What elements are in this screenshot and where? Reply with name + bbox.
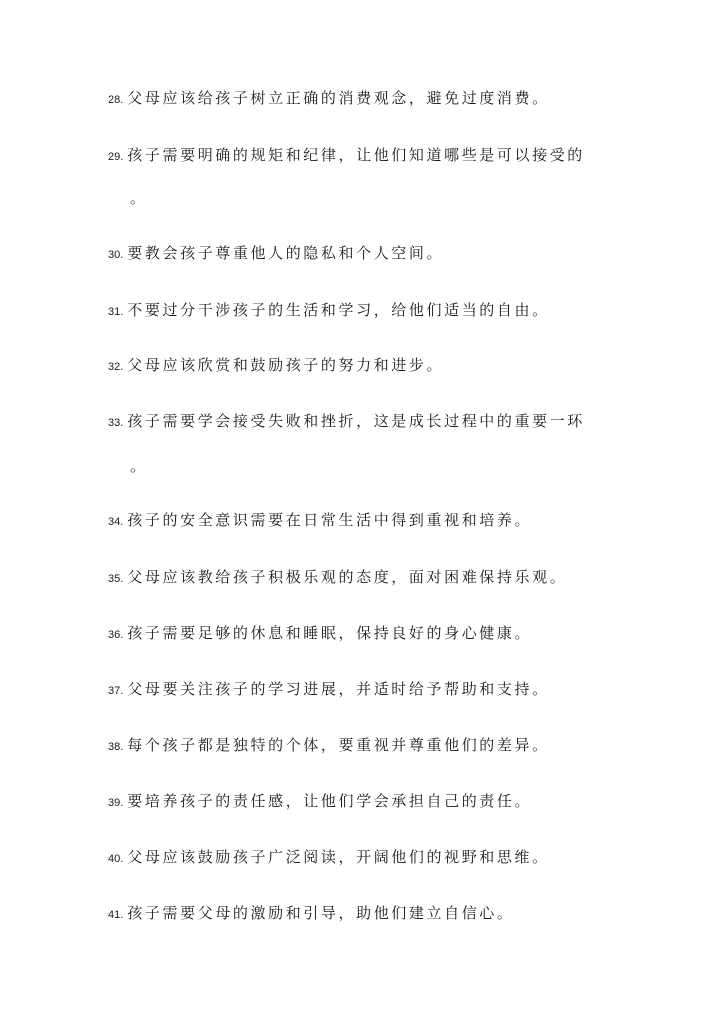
- list-item: [108, 412, 585, 432]
- item-continuation: 。: [130, 189, 146, 207]
- item-number: 35.: [108, 573, 124, 585]
- item-number: 32.: [108, 361, 124, 373]
- list-item: [108, 624, 532, 644]
- item-number: 40.: [108, 853, 124, 865]
- item-text: 要培养孩子的责任感，让他们学会承担自己的责任。: [127, 792, 533, 810]
- list-item: [108, 848, 550, 868]
- item-text: 父母应该给孩子树立正确的消费观念，避免过度消费。: [127, 89, 550, 107]
- item-number: 37.: [108, 685, 124, 697]
- item-number: 36.: [108, 629, 124, 641]
- item-continuation: 。: [130, 457, 146, 475]
- list-item: [108, 301, 550, 321]
- list-item: [108, 792, 532, 812]
- item-text: 要教会孩子尊重他人的隐私和个人空间。: [127, 244, 445, 262]
- item-number: 31.: [108, 306, 124, 318]
- list-item: [108, 904, 515, 924]
- item-text: 父母应该鼓励孩子广泛阅读，开阔他们的视野和思维。: [127, 848, 550, 866]
- item-number: 30.: [108, 249, 124, 261]
- item-number: 38.: [108, 741, 124, 753]
- item-text: 孩子需要明确的规矩和纪律，让他们知道哪些是可以接受的: [127, 146, 585, 164]
- list-item: [108, 356, 444, 376]
- item-number: 39.: [108, 797, 124, 809]
- list-item: [108, 680, 550, 700]
- list-item: [108, 146, 585, 166]
- item-number: 28.: [108, 94, 124, 106]
- item-text: 孩子的安全意识需要在日常生活中得到重视和培养。: [127, 511, 533, 529]
- item-text: 父母应该欣赏和鼓励孩子的努力和进步。: [127, 356, 445, 374]
- list-item: [108, 736, 550, 756]
- list-item: [108, 89, 550, 109]
- item-text: 孩子需要父母的激励和引导，助他们建立自信心。: [127, 904, 515, 922]
- item-number: 41.: [108, 909, 124, 921]
- item-number: 34.: [108, 516, 124, 528]
- item-number: 29.: [108, 151, 124, 163]
- item-number: 33.: [108, 417, 124, 429]
- item-text: 父母应该教给孩子积极乐观的态度，面对困难保持乐观。: [127, 568, 568, 586]
- item-text: 孩子需要学会接受失败和挫折，这是成长过程中的重要一环: [127, 412, 585, 430]
- item-text: 不要过分干涉孩子的生活和学习，给他们适当的自由。: [127, 301, 550, 319]
- item-text: 孩子需要足够的休息和睡眠，保持良好的身心健康。: [127, 624, 533, 642]
- item-text: 每个孩子都是独特的个体，要重视并尊重他们的差异。: [127, 736, 550, 754]
- list-item: [108, 244, 444, 264]
- list-item: [108, 511, 532, 531]
- list-item: [108, 568, 567, 588]
- item-text: 父母要关注孩子的学习进展，并适时给予帮助和支持。: [127, 680, 550, 698]
